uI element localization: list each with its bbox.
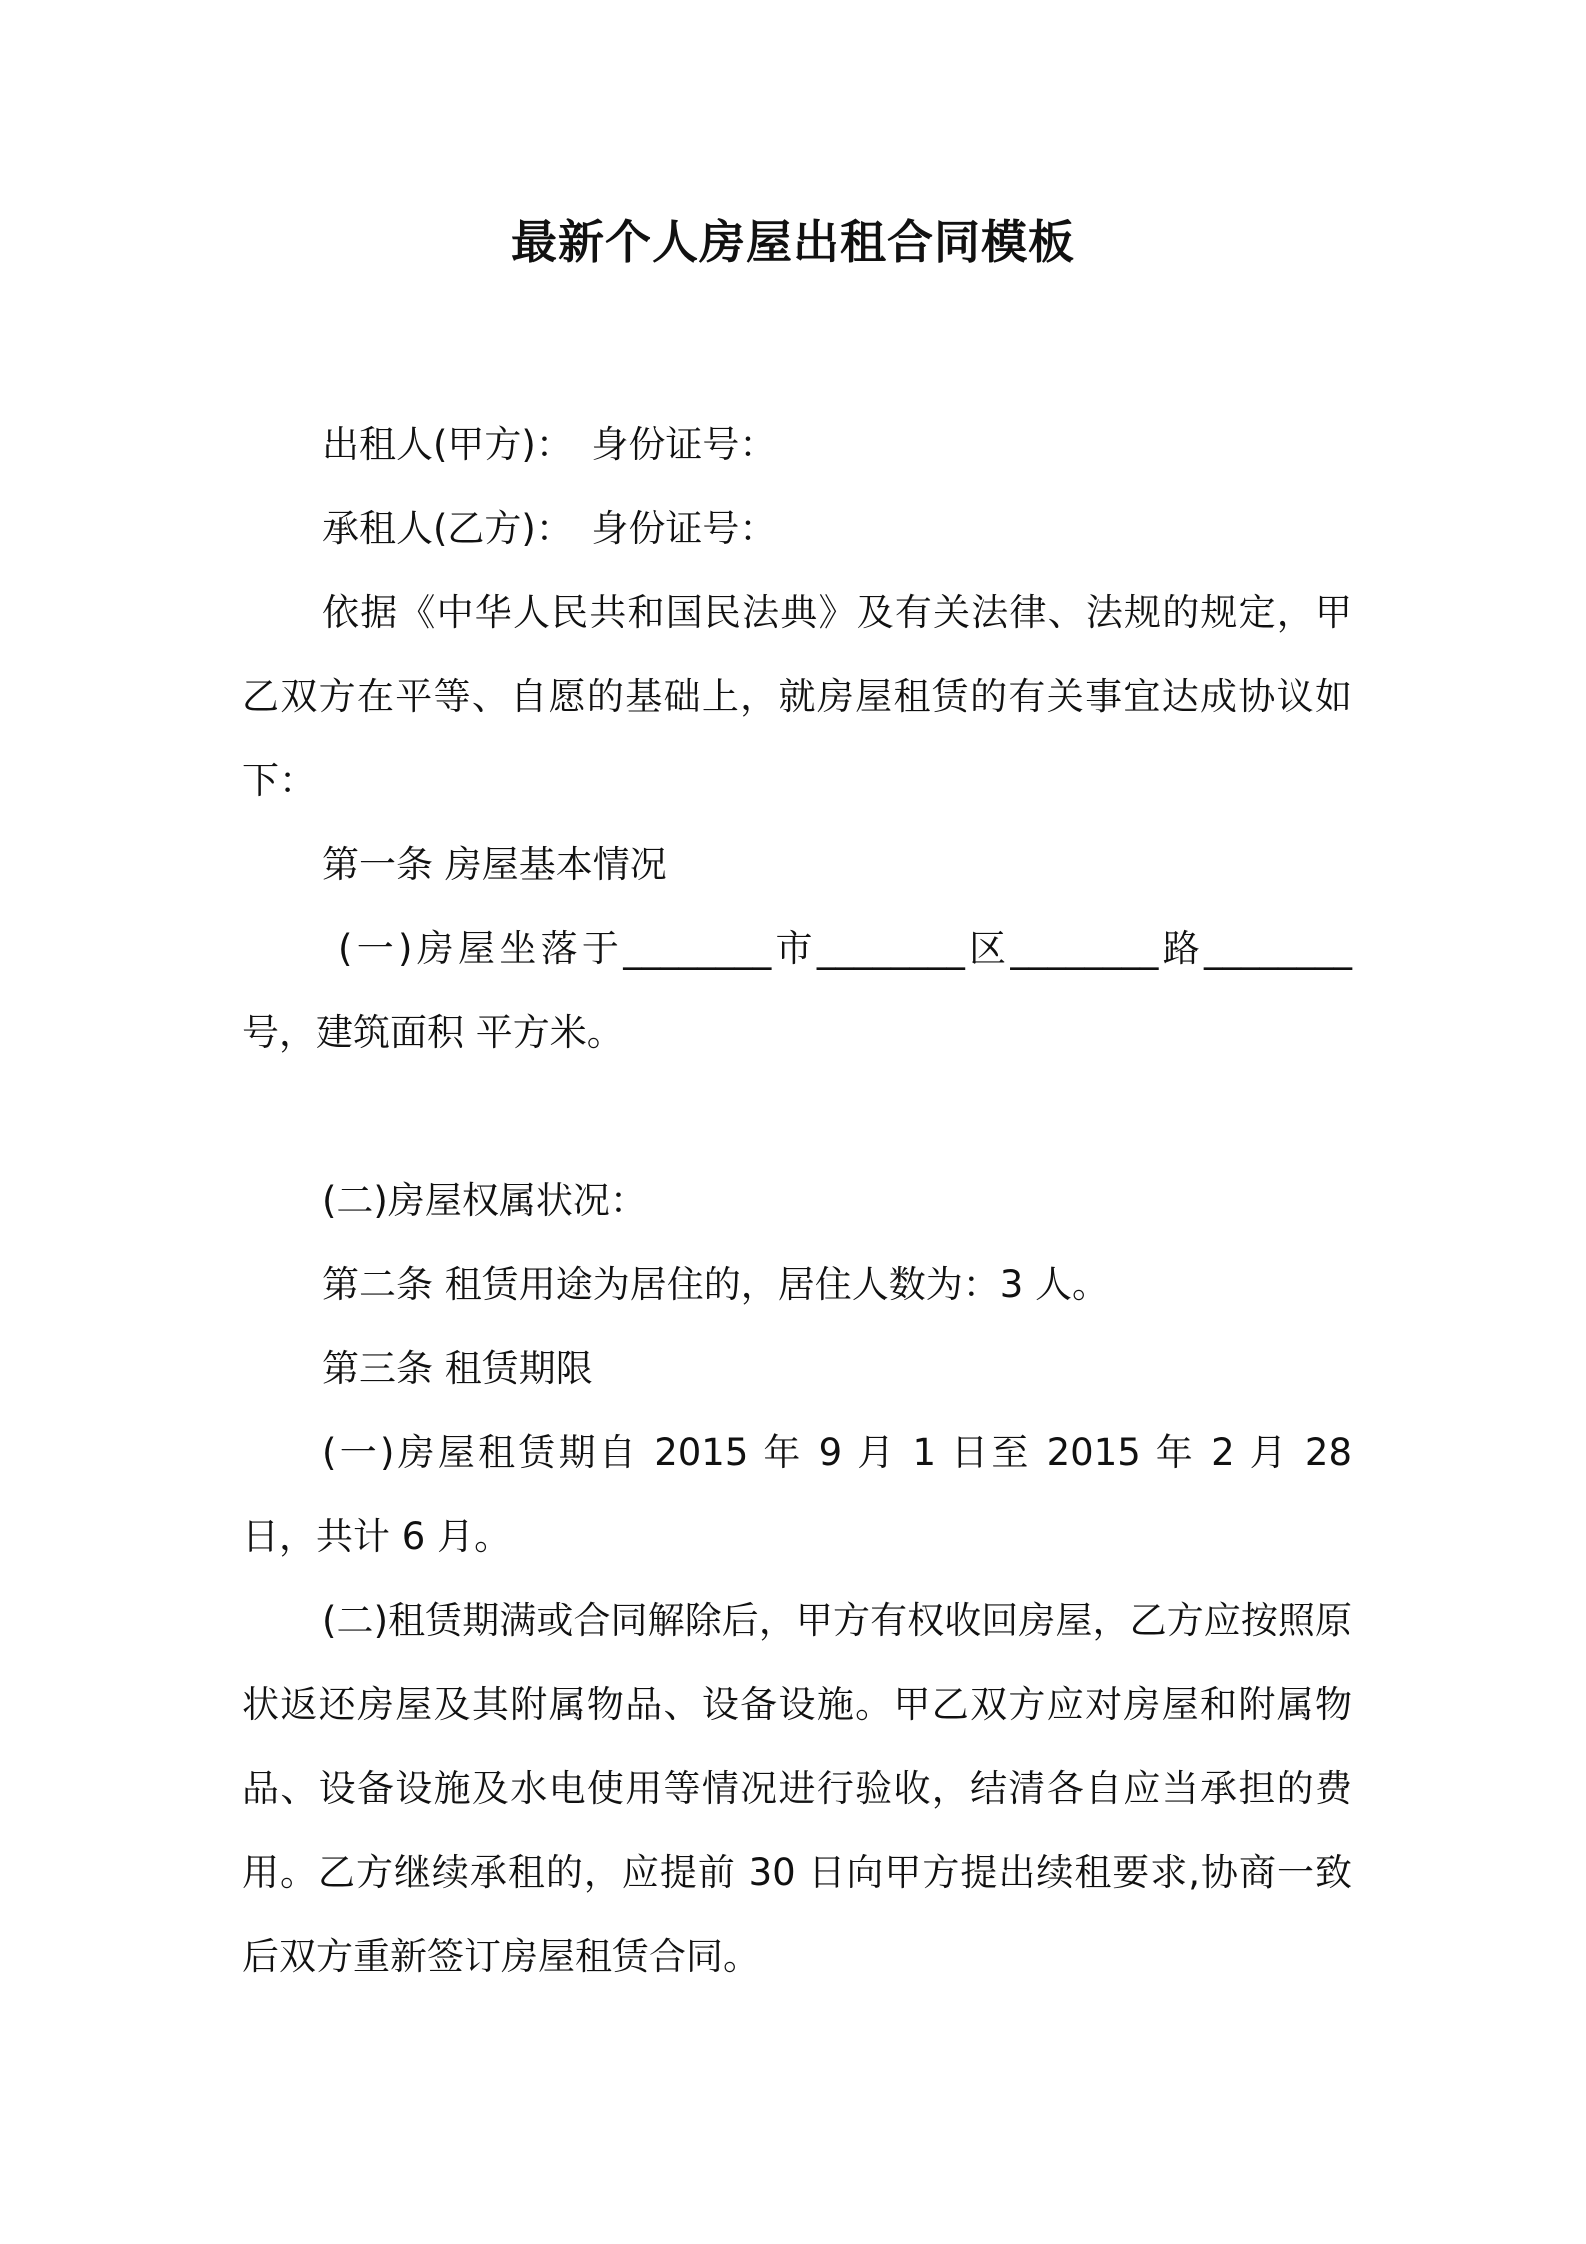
document-title: 最新个人房屋出租合同模板 [511,215,1075,269]
article-1-heading: 第一条 房屋基本情况 [322,843,667,886]
lessor-line: 出租人(甲方)： 身份证号： [322,423,777,466]
preamble-paragraph: 依据《中华人民共和国民法典》及有关法律、法规的规定，甲乙双方在平等、自愿的基础上，就房屋租赁的有关事宜达成协议如下： [242,591,1352,802]
document-body [242,403,1352,1999]
property-location-paragraph: (一)房屋坐落于________市________区________路________号，建筑面积 平方米。 [242,927,1352,1054]
lease-term-paragraph: (一)房屋租赁期自 2015 年 9 月 1 日至 2015 年 2 月 28 日，共计 6 月。 [242,1431,1352,1558]
lease-expiry-paragraph: (二)租赁期满或合同解除后，甲方有权收回房屋，乙方应按照原状返还房屋及其附属物品、设备设施。甲乙双方应对房屋和附属物品、设备设施及水电使用等情况进行验收，结清各自应当承担的费用。乙方继续承租的，应提前 30 日向甲方提出续租要求,协商一致后双方重新签订房屋租赁合同。 [242,1599,1352,1978]
article-2-line: 第二条 租赁用途为居住的，居住人数为：3 人。 [322,1263,1110,1306]
property-ownership-line: (二)房屋权属状况： [322,1179,647,1222]
article-3-heading: 第三条 租赁期限 [322,1347,593,1390]
blank-space [242,1075,1352,1159]
lessee-line: 承租人(乙方)： 身份证号： [322,507,777,550]
